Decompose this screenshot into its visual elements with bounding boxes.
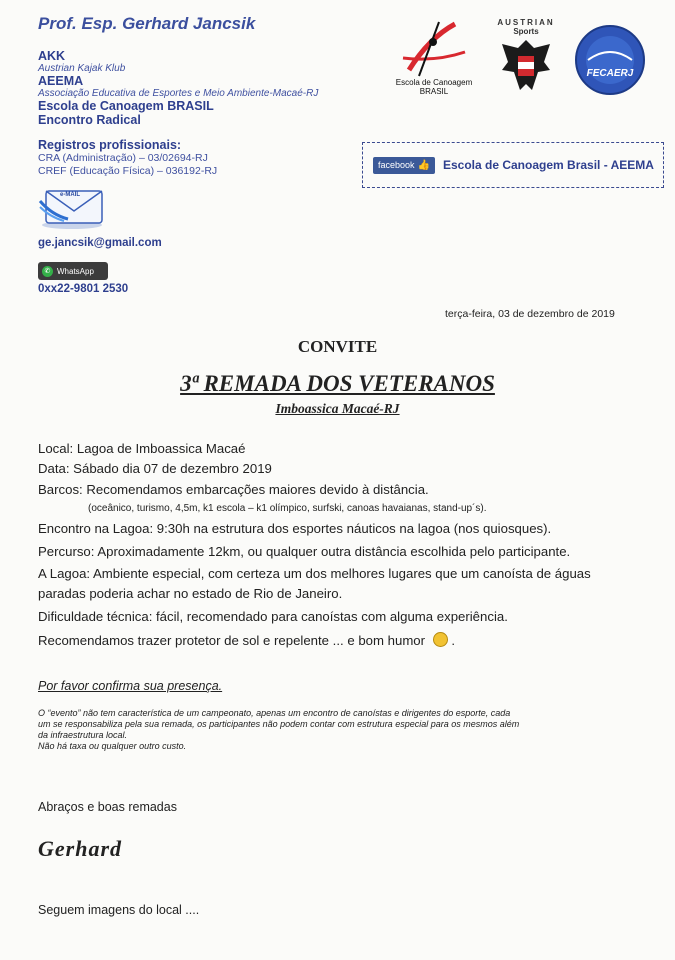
note-line-3: da infraestrutura local. <box>38 730 128 740</box>
closing-text: Abraços e boas remadas <box>38 800 177 814</box>
event-title: 3ª REMADA DOS VETERANOS <box>180 371 495 396</box>
facebook-box[interactable] <box>362 142 664 188</box>
eagle-crest-icon <box>498 36 554 94</box>
encontro-label: Encontro Radical <box>38 113 141 127</box>
recomendamos-text: Recomendamos trazer protetor de sol e repelente ... e bom humor <box>38 633 426 648</box>
info-encontro: Encontro na Lagoa: 9:30h na estrutura dos esportes náuticos na lagoa (nos quiosques). <box>38 521 552 536</box>
info-local: Local: Lagoa de Imboassica Macaé <box>38 441 246 456</box>
akk-full: Austrian Kajak Klub <box>38 63 126 74</box>
escola-logo <box>394 18 474 96</box>
fecaerj-logo <box>574 24 646 96</box>
note-line-4: Não há taxa ou qualquer outro custo. <box>38 741 187 751</box>
convite-heading: CONVITE <box>297 337 378 356</box>
fecaerj-label: FECAERJ <box>586 68 634 79</box>
letter-date: terça-feira, 03 de dezembro de 2019 <box>445 308 615 320</box>
signature: Gerhard <box>38 836 123 861</box>
author-name: Prof. Esp. Gerhard Jancsik <box>38 14 256 33</box>
event-subtitle: Imboassica Macaé-RJ <box>275 401 400 416</box>
whatsapp-badge <box>38 262 108 280</box>
facebook-page-name[interactable]: Escola de Canoagem Brasil - AEEMA <box>442 158 654 172</box>
note-line-2: um se responsabiliza pela sua remada, os participantes não podem contar com estrutura especial para os mesmos além <box>38 719 520 729</box>
email-badge-text: e-MAIL <box>60 192 80 198</box>
email-address: ge.jancsik@gmail.com <box>38 237 162 249</box>
info-dificuldade: Dificuldade técnica: fácil, recomendado para canoístas com alguma experiência. <box>38 609 508 624</box>
aeema-label: AEEMA <box>38 74 84 88</box>
cref-registration: CREF (Educação Física) – 036192-RJ <box>38 165 218 177</box>
thumbs-up-icon: 👍 <box>417 159 430 171</box>
footer-text: Seguem imagens do local .... <box>38 903 200 917</box>
smiley-icon <box>433 632 448 647</box>
cra-registration: CRA (Administração) – 03/02694-RJ <box>38 152 208 164</box>
info-percurso: Percurso: Aproximadamente 12km, ou qualquer outra distância escolhida pelo participante. <box>38 544 571 559</box>
akk-label: AKK <box>38 49 66 63</box>
info-barcos-detail: (oceânico, turismo, 4,5m, k1 escola – k1 olímpico, surfski, canoas havaianas, stand-up´s). <box>88 503 487 514</box>
info-barcos: Barcos: Recomendamos embarcações maiores devido à distância. <box>38 482 429 497</box>
info-lagoa-cont: paradas poderia achar no estado de Rio de Janeiro. <box>38 586 343 601</box>
confirm-presence: Por favor confirma sua presença. <box>38 679 223 693</box>
sports-label: Sports <box>513 27 539 36</box>
escola-label: Escola de Canoagem BRASIL <box>38 99 214 113</box>
info-data: Data: Sábado dia 07 de dezembro 2019 <box>38 461 272 476</box>
whatsapp-icon: ✆ <box>42 266 53 277</box>
info-recomendamos: Recomendamos trazer protetor de sol e repelente ... e bom humor . <box>38 633 456 648</box>
phone-number: 0xx22-9801 2530 <box>38 283 129 295</box>
facebook-badge-label: facebook <box>378 160 415 170</box>
event-note <box>38 708 519 752</box>
escola-logo-line2: BRASIL <box>419 87 449 96</box>
kayak-logo-icon <box>399 18 469 78</box>
facebook-badge[interactable] <box>373 157 435 174</box>
whatsapp-label: WhatsApp <box>57 266 94 276</box>
info-lagoa: A Lagoa: Ambiente especial, com certeza um dos melhores lugares que um canoísta de águas <box>38 566 591 581</box>
austrian-label: AUSTRIAN <box>497 18 555 27</box>
registros-title: Registros profissionais: <box>38 138 182 152</box>
note-line-1: O “evento” não tem característica de um campeonato, apenas um encontro de canoístas e dirigentes do esporte, cada <box>38 708 511 718</box>
austrian-sports-logo <box>490 18 562 94</box>
aeema-full: Associação Educativa de Esportes e Meio Ambiente-Macaé-RJ <box>38 88 319 99</box>
escola-logo-line1: Escola de Canoagem <box>395 78 473 87</box>
